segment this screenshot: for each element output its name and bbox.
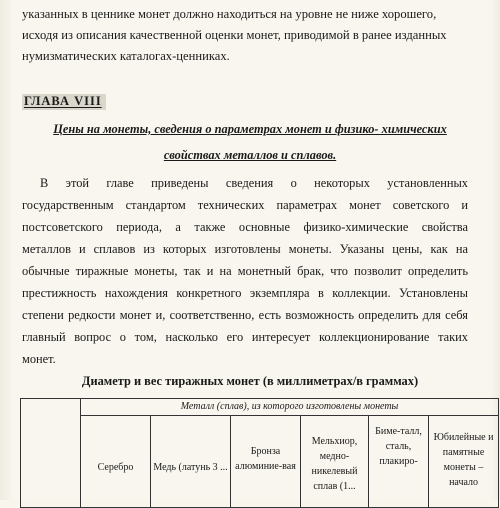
coin-parameters-table — [20, 398, 499, 508]
intro-line: указанных в ценнике монет должно находиться на уровне не ниже хорошего, — [22, 7, 437, 21]
body-line: престижность нахождения конкретного экземпляра в коллекции. Установлены — [22, 286, 468, 300]
body-line: монет. — [22, 352, 56, 366]
body-line: постсоветского периода, а также основные физико-химические свойства — [22, 220, 468, 234]
chapter-label: ГЛАВА VIII — [22, 94, 106, 110]
chapter-heading-line-1: Цены на монеты, сведения о параметрах монет и физико- химических — [53, 122, 447, 136]
body-line: металлов и сплавов из которых изготовлены монеты. Указаны цены, как на — [22, 242, 468, 256]
body-line: степени редкости монет и, соответственно, есть возможность определить для себя — [22, 308, 468, 322]
chapter-heading-line-2: свойствах металлов и сплавов. — [163, 148, 337, 162]
column-header-copper: Медь (латунь 3 ... — [151, 416, 231, 508]
column-header-commemorative: Юбилейные и памятные монеты – начало — [429, 416, 499, 508]
intro-paragraph — [22, 4, 468, 67]
table-corner-cell — [21, 399, 81, 508]
body-line: В этой главе приведены сведения о некоторых установленных — [40, 176, 468, 190]
column-header-bronze: Бронза алюминие-вая — [231, 416, 301, 508]
intro-line: нумизматических каталогах-ценниках. — [22, 49, 230, 63]
body-line: государственным стандартом технических параметрах монет советского и — [22, 198, 468, 212]
column-header-bimetal: Биме-талл, сталь, плакиро- — [369, 416, 429, 508]
table-group-header: Металл (сплав), из которого изготовлены монеты — [81, 399, 499, 416]
body-line: обычные тиражные монеты, так и на монетный брак, что позволит определить — [22, 264, 468, 278]
intro-line: исходя из описания качественной оценки монет, приводимой в ранее изданных — [22, 28, 447, 42]
body-line: главный вопрос о том, насколько его интересует коллекционирование таких — [22, 330, 468, 344]
column-header-cupronickel: Мельхиор, медно-никелевый сплав (1... — [301, 416, 369, 508]
table-title: Диаметр и вес тиражных монет (в миллиметрах/в граммах) — [81, 374, 419, 388]
column-header-silver: Серебро — [81, 416, 151, 508]
